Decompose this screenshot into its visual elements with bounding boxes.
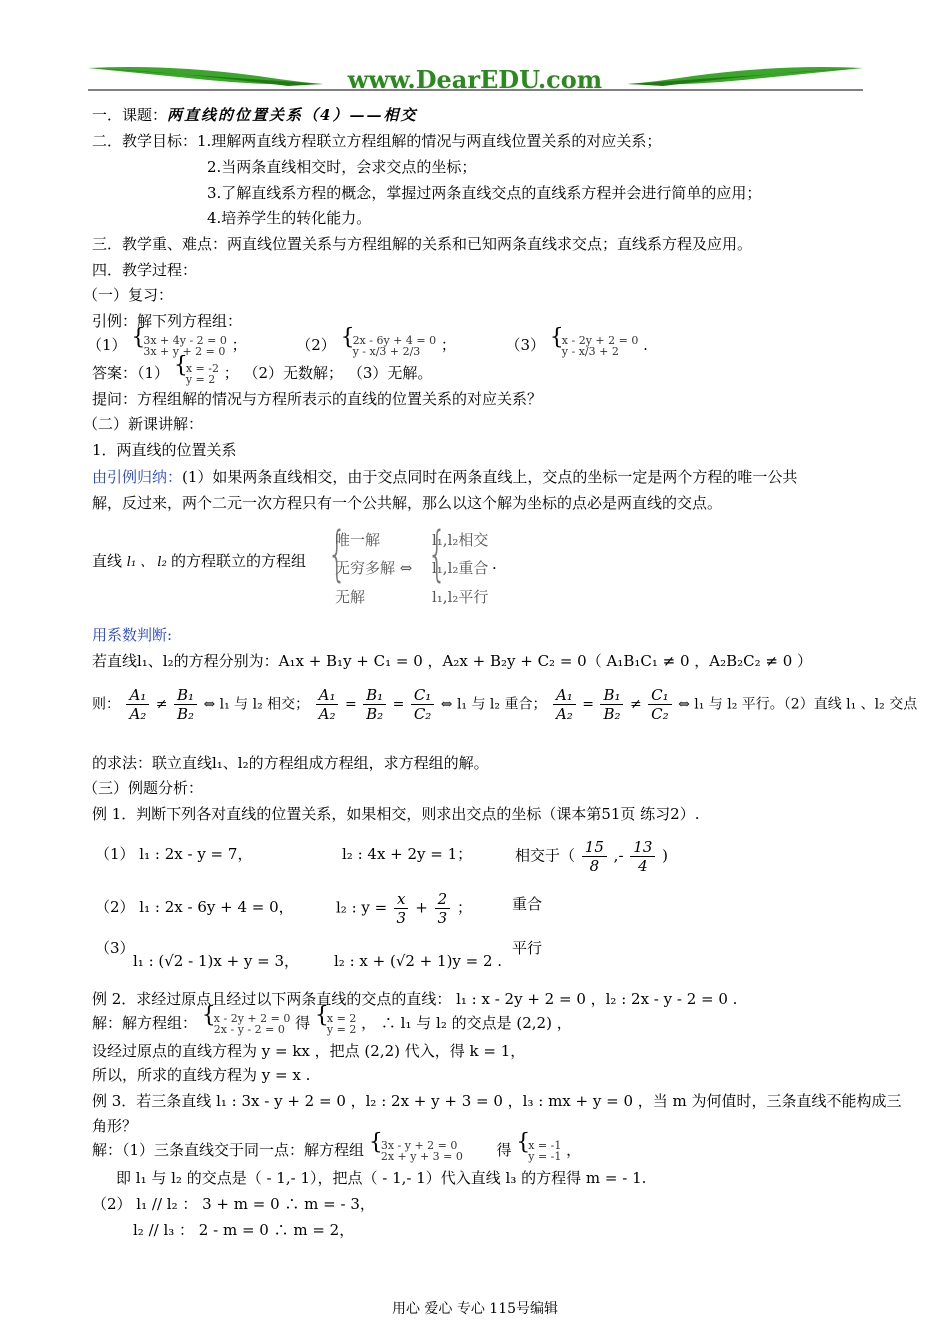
example-1-pair-1: （1） l₁ : 2x - y = 7，: [95, 845, 253, 863]
example-1: 例 1．判断下列各对直线的位置关系，如果相交，则求出交点的坐标（课本第51页 练习2）.: [92, 805, 700, 823]
objective-2: 2.当两条直线相交时，会求交点的坐标；: [207, 158, 477, 176]
intro-example: 引例：解下列方程组：: [92, 312, 243, 330]
result-intersect: l₁,l₂相交: [432, 531, 489, 549]
example-1-result-1: 相交于（ $\frac{15}{8}$ ,- $\frac{13}{4}$ ): [515, 838, 669, 875]
system-2: { 2x - 6y + 4 = 0 y - x/3 + 2/3: [341, 335, 437, 357]
example-2-conclusion: 所以，所求的直线方程为 y = x .: [92, 1066, 311, 1084]
result-coincide: l₁,l₂重合: [432, 559, 489, 577]
examples-heading: （三）例题分析：: [83, 779, 204, 797]
example-1-pair-2: （2） l₁ : 2x - 6y + 4 = 0，: [95, 898, 294, 916]
system-3: { x - 2y + 2 = 0 y - x/3 + 2: [550, 335, 639, 357]
case-unique: 唯一解: [335, 531, 381, 549]
right-brace: {: [427, 519, 447, 589]
section-1-heading: 1．两直线的位置关系: [92, 441, 237, 459]
coefficient-rule: 则： $\frac{\text{A₁}}{\text{A₂}}$ ≠ $\frac{\text{B₁}}{\text{B₂}}$ ⇔ l₁ 与 l₂ 相交； $\frac{\text{A₁}}{\text{A₂}}$ = $\frac{\text{B₁}}{\text{B₂}}$ = $\frac{\text{C₁}}{\text{C₂}}$ ⇔ l₁ 与 l₂ 重合； $\frac{\text{A₁}}{\text{A₂}}$ = $\frac{\text{B₁}}{\text{B₂}}$ ≠ $\frac{\text{C₁}}{\text{C₂}}$ ⇔ l₁ 与 l₂ 平行。（2）直线 l₁ 、l₂ 交点: [92, 686, 918, 723]
example-3-step-1: 即 l₁ 与 l₂ 的交点是（ - 1,- 1），把点（ - 1,- 1）代入直线 l₃ 的方程得 m = - 1.: [116, 1169, 647, 1187]
result-parallel: l₁,l₂平行: [432, 588, 489, 606]
example-3: 例 3．若三条直线 l₁ : 3x - y + 2 = 0 ，l₂ : 2x + y + 3 = 0 ，l₃ : mx + y = 0 ，当 m 为何值时，三条直线不能构成三: [92, 1092, 902, 1110]
induction-paragraph: 由引例归纳：(1）如果两条直线相交，由于交点同时在两条直线上，交点的坐标一定是两个方程的唯一公共: [92, 468, 798, 486]
question: 提问：方程组解的情况与方程所表示的直线的位置关系的对应关系？: [92, 390, 543, 408]
case-statement: 直线 l₁ 、 l₂ 的方程联立的方程组: [92, 552, 306, 570]
example-3-step-3: l₂ // l₃ ： 2 - m = 0 ∴ m = 2，: [133, 1221, 355, 1239]
example-2-answer: { x = 2 y = 2: [315, 1013, 356, 1035]
new-lesson-heading: （二）新课讲解：: [83, 415, 204, 433]
answer-row: 答案：（1） { x = -2 y = 2 ； （2）无数解； （3）无解。: [92, 362, 432, 385]
coefficient-heading: 用系数判断:: [92, 626, 173, 644]
example-2: 例 2．求经过原点且经过以下两条直线的交点的直线： l₁ : x - 2y + 2 = 0 ，l₂ : 2x - y - 2 = 0 .: [92, 990, 738, 1008]
example-1-result-3: 平行: [512, 939, 543, 957]
line-equations: 若直线l₁、l₂的方程分别为：A₁x + B₁y + C₁ = 0 ，A₂x + B₂y + C₂ = 0（ A₁B₁C₁ ≠ 0 ，A₂B₂C₂ ≠ 0 ）: [92, 652, 813, 670]
example-2-system: { x - 2y + 2 = 0 2x - y - 2 = 0: [202, 1013, 291, 1035]
review-heading: （一）复习：: [83, 286, 174, 304]
left-brace: {: [327, 519, 347, 589]
example-2-solution: 解：解方程组： { x - 2y + 2 = 0 2x - y - 2 = 0 得 { x = 2 y = 2 ， ∴ l₁ 与 l₂ 的交点是 (2,2) ，: [92, 1012, 572, 1035]
header-banner: [88, 60, 863, 100]
induction-paragraph-2: 解，反过来，两个二元一次方程只有一个公共解，那么以这个解为坐标的点必是两直线的交点。: [92, 494, 723, 512]
intersection-method: 的求法：联立直线l₁、l₂的方程组成方程组，求方程组的解。: [92, 754, 489, 772]
example-3-answer: { x = -1 y = -1: [516, 1140, 561, 1162]
system-1: { 3x + 4y - 2 = 0 3x + y + 2 = 0: [131, 335, 227, 357]
objective-4: 4.培养学生的转化能力。: [207, 209, 372, 227]
example-3-step-2: （2） l₁ // l₂ ： 3 + m = 0 ∴ m = - 3，: [92, 1195, 375, 1213]
page-footer: 用心 爱心 专心 115号编辑: [391, 1301, 559, 1317]
answer-system-1: { x = -2 y = 2: [174, 363, 219, 385]
example-1-pair-3: （3）: [95, 939, 135, 957]
case-infinite: 无穷多解 ⇔: [335, 559, 413, 577]
objective-3: 3.了解直线系方程的概念，掌握过两条直线交点的直线系方程并会进行简单的应用；: [207, 184, 762, 202]
key-points: 三．教学重、难点：两直线位置关系与方程组解的关系和已知两条直线求交点；直线系方程及应用。: [92, 235, 753, 253]
objective-1: 二．教学目标：1.理解两直线方程联立方程组解的情况与两直线位置关系的对应关系；: [92, 132, 662, 150]
equation-systems-row: （1） { 3x + 4y - 2 = 0 3x + y + 2 = 0 ； （2） { 2x - 6y + 4 = 0 y - x/3 + 2/3 ； （3） { x - 2y + 2 = 0 y - x/3 + 2 .: [87, 334, 648, 357]
induction-label: 由引例归纳：: [92, 468, 183, 486]
example-3-solution: 解：（1）三条直线交于同一点：解方程组 { 3x - y + 2 = 0 2x + y + 3 = 0 得 { x = -1 y = -1 ，: [92, 1139, 581, 1162]
example-2-step: 设经过原点的直线方程为 y = kx ，把点 (2,2) 代入，得 k = 1，: [92, 1042, 526, 1060]
example-3-system: { 3x - y + 2 = 0 2x + y + 3 = 0: [369, 1140, 463, 1162]
example-1-result-2: 重合: [512, 895, 543, 913]
lesson-title: 两直线的位置关系（4）——相交: [167, 106, 418, 124]
lesson-topic: 一．课题：两直线的位置关系（4）——相交: [92, 106, 418, 124]
site-logo-text: www.DearEDU.com: [347, 65, 603, 94]
case-none: 无解: [335, 588, 366, 606]
process-heading: 四．教学过程：: [92, 261, 198, 279]
